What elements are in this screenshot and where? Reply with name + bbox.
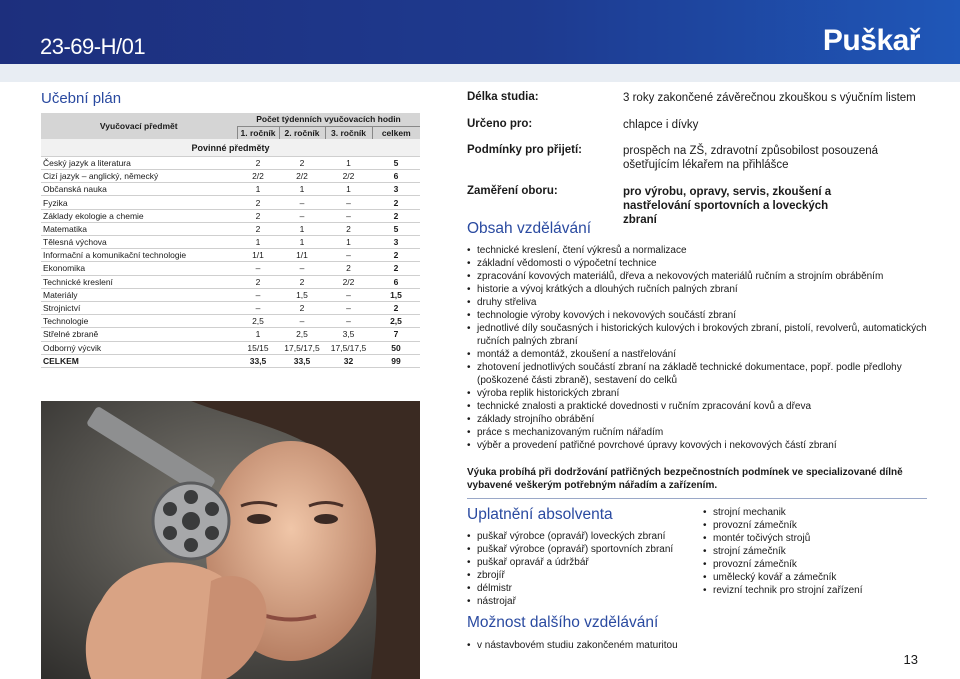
table-row	[41, 156, 420, 169]
subject-cell: Strojnictví	[41, 301, 237, 314]
subject-cell: Tělesná výchova	[41, 236, 237, 249]
total-cell: 2	[372, 209, 420, 222]
year-3-cell: 2	[325, 262, 372, 275]
list-item: • puškař opravář a údržbář	[467, 556, 697, 569]
total-cell: 2	[372, 249, 420, 262]
year-1-cell: 1	[237, 328, 279, 341]
year-1-header: 1. ročník	[237, 126, 279, 139]
list-item: • výroba replik historických zbraní	[467, 387, 927, 400]
for-label: Určeno pro:	[467, 118, 533, 130]
year-2-cell: 2/2	[279, 170, 325, 183]
total-cell: 2,5	[372, 315, 420, 328]
graduates-list-1	[467, 530, 697, 608]
list-item: • práce s mechanizovaným ručním nářadím	[467, 426, 927, 439]
study-plan-table	[41, 113, 420, 368]
list-item: • umělecký kovář a zámečník	[703, 571, 933, 584]
list-item: • nástrojař	[467, 595, 697, 608]
table-row	[41, 328, 420, 341]
total-sum: 99	[372, 354, 420, 367]
year-2-cell: 2	[279, 301, 325, 314]
list-item: • druhy střeliva	[467, 296, 927, 309]
year-3-cell: 3,5	[325, 328, 372, 341]
list-item: • montáž a demontáž, zkoušení a nastřelování	[467, 348, 927, 361]
total-cell: 5	[372, 222, 420, 235]
year-1-cell: 2,5	[237, 315, 279, 328]
year-3-header: 3. ročník	[325, 126, 372, 139]
table-row	[41, 249, 420, 262]
year-3-cell: –	[325, 196, 372, 209]
focus-label: Zaměření oboru:	[467, 185, 558, 197]
total-y1: 33,5	[237, 354, 279, 367]
table-total-row	[41, 354, 420, 367]
year-1-cell: 2	[237, 209, 279, 222]
year-3-cell: –	[325, 249, 372, 262]
total-cell: 3	[372, 183, 420, 196]
section-row	[41, 139, 420, 156]
table-row	[41, 301, 420, 314]
year-1-cell: 1	[237, 183, 279, 196]
total-cell: 6	[372, 275, 420, 288]
subject-cell: Technologie	[41, 315, 237, 328]
content-title: Obsah vzdělávání	[467, 220, 592, 237]
subject-cell: Ekonomika	[41, 262, 237, 275]
total-cell: 5	[372, 156, 420, 169]
total-cell: 2	[372, 301, 420, 314]
table-row	[41, 183, 420, 196]
subject-cell: Matematika	[41, 222, 237, 235]
table-row	[41, 222, 420, 235]
header-band	[0, 64, 960, 82]
subject-cell: Základy ekologie a chemie	[41, 209, 237, 222]
page-number: 13	[903, 652, 918, 667]
year-1-cell: 2/2	[237, 170, 279, 183]
subject-cell: Český jazyk a literatura	[41, 156, 237, 169]
length-label: Délka studia:	[467, 91, 539, 103]
total-y2: 33,5	[279, 354, 325, 367]
table-row	[41, 262, 420, 275]
focus-value: pro výrobu, opravy, servis, zkoušení a nastřelování sportovních a loveckých zbraní	[623, 186, 832, 226]
year-3-cell: 17,5/17,5	[325, 341, 372, 354]
year-1-cell: 2	[237, 275, 279, 288]
list-item: • v nástavbovém studiu zakončeném maturitou	[467, 639, 767, 652]
year-1-cell: –	[237, 262, 279, 275]
year-3-cell: 1	[325, 183, 372, 196]
year-3-cell: –	[325, 288, 372, 301]
field-code: 23-69-H/01	[40, 34, 146, 59]
list-item: • strojní zámečník	[703, 545, 933, 558]
year-1-cell: 1	[237, 236, 279, 249]
divider	[467, 498, 927, 499]
year-2-cell: 1/1	[279, 249, 325, 262]
subject-cell: Informační a komunikační technologie	[41, 249, 237, 262]
total-label: CELKEM	[41, 354, 237, 367]
year-1-cell: 15/15	[237, 341, 279, 354]
list-item: • základy strojního obrábění	[467, 413, 927, 426]
subject-cell: Fyzika	[41, 196, 237, 209]
year-3-cell: 2/2	[325, 275, 372, 288]
total-cell: 1,5	[372, 288, 420, 301]
list-item: • zpracování kovových materiálů, dřeva a nekovových materiálů ručním a strojním obráběním	[467, 270, 927, 283]
year-1-cell: –	[237, 301, 279, 314]
subject-cell: Střelné zbraně	[41, 328, 237, 341]
total-cell: 2	[372, 196, 420, 209]
year-3-cell: –	[325, 301, 372, 314]
list-item: • technické kreslení, čtení výkresů a normalizace	[467, 244, 927, 257]
subject-cell: Odborný výcvik	[41, 341, 237, 354]
list-item: • strojní mechanik	[703, 506, 933, 519]
year-2-cell: 1	[279, 183, 325, 196]
table-row	[41, 341, 420, 354]
subject-cell: Materiály	[41, 288, 237, 301]
list-item: • jednotlivé díly současných i historických kulových i brokových zbraní, pistolí, revolverů, automatických ručních palných zbraní	[467, 322, 927, 348]
table-row	[41, 315, 420, 328]
col-subject-header: Vyučovací předmět	[41, 113, 237, 139]
year-2-cell: 1	[279, 222, 325, 235]
further-title: Možnost dalšího vzdělávání	[467, 614, 659, 631]
total-cell: 3	[372, 236, 420, 249]
year-3-cell: 1	[325, 236, 372, 249]
subject-cell: Technické kreslení	[41, 275, 237, 288]
year-3-cell: 1	[325, 156, 372, 169]
list-item: • technologie výroby kovových i nekovových součástí zbraní	[467, 309, 927, 322]
conditions-value: prospěch na ZŠ, zdravotní způsobilost posouzená ošetřujícím lékařem na přihlášce	[623, 145, 879, 171]
year-3-cell: –	[325, 315, 372, 328]
graduates-list-2	[703, 506, 933, 597]
for-value: chlapce i dívky	[623, 119, 699, 131]
year-2-cell: –	[279, 209, 325, 222]
total-header: celkem	[372, 126, 420, 139]
list-item: • zbrojíř	[467, 569, 697, 582]
subject-cell: Cizí jazyk – anglický, německý	[41, 170, 237, 183]
year-2-cell: 1,5	[279, 288, 325, 301]
content-note: Výuka probíhá při dodržování patřičných bezpečnostních podmínek ve specializované dílně vybavené veškerým potřebným nářadím a zařízením.	[467, 467, 903, 491]
section-label: Povinné předměty	[41, 139, 420, 156]
list-item: • zhotovení jednotlivých součástí zbraní na základě technické dokumentace, popř. podle předlohy (poškozené části zbraně), sestavení do celků	[467, 361, 927, 387]
page-header	[0, 0, 960, 64]
list-item: • puškař výrobce (opravář) loveckých zbraní	[467, 530, 697, 543]
study-plan-title: Učební plán	[41, 90, 122, 107]
table-row	[41, 196, 420, 209]
year-2-cell: –	[279, 196, 325, 209]
year-1-cell: 2	[237, 222, 279, 235]
year-2-cell: 2,5	[279, 328, 325, 341]
table-row	[41, 209, 420, 222]
year-3-cell: 2/2	[325, 170, 372, 183]
list-item: • puškař výrobce (opravář) sportovních zbraní	[467, 543, 697, 556]
list-item: • technické znalosti a praktické dovednosti v ručním zpracování kovů a dřeva	[467, 400, 927, 413]
year-3-cell: 2	[325, 222, 372, 235]
year-1-cell: –	[237, 288, 279, 301]
list-item: • provozní zámečník	[703, 558, 933, 571]
total-cell: 6	[372, 170, 420, 183]
col-hours-header: Počet týdenních vyučovacích hodin	[237, 113, 420, 126]
conditions-label: Podmínky pro přijetí:	[467, 144, 583, 156]
table-row	[41, 288, 420, 301]
year-2-cell: –	[279, 315, 325, 328]
list-item: • délmistr	[467, 582, 697, 595]
length-value: 3 roky zakončené závěrečnou zkouškou s výučním listem	[623, 92, 916, 104]
list-item: • montér točivých strojů	[703, 532, 933, 545]
list-item: • revizní technik pro strojní zařízení	[703, 584, 933, 597]
table-row	[41, 236, 420, 249]
further-list	[467, 639, 767, 652]
list-item: • provozní zámečník	[703, 519, 933, 532]
year-2-cell: 17,5/17,5	[279, 341, 325, 354]
subject-cell: Občanská nauka	[41, 183, 237, 196]
graduates-title: Uplatnění absolventa	[467, 506, 613, 523]
list-item: • základní vědomosti o výpočetní technice	[467, 257, 927, 270]
total-y3: 32	[325, 354, 372, 367]
year-2-cell: 2	[279, 275, 325, 288]
year-1-cell: 2	[237, 156, 279, 169]
year-3-cell: –	[325, 209, 372, 222]
year-2-cell: –	[279, 262, 325, 275]
total-cell: 50	[372, 341, 420, 354]
year-1-cell: 2	[237, 196, 279, 209]
list-item: • výběr a provedení patřičné povrchové úpravy kovových i nekovových částí zbraní	[467, 439, 927, 452]
gunsmith-photo	[41, 401, 420, 679]
field-title: Puškař	[822, 24, 920, 57]
year-2-cell: 2	[279, 156, 325, 169]
table-row	[41, 275, 420, 288]
year-2-cell: 1	[279, 236, 325, 249]
year-2-header: 2. ročník	[279, 126, 325, 139]
table-header-row	[41, 113, 420, 126]
total-cell: 7	[372, 328, 420, 341]
year-1-cell: 1/1	[237, 249, 279, 262]
total-cell: 2	[372, 262, 420, 275]
photo-illustration	[41, 401, 420, 679]
table-row	[41, 170, 420, 183]
list-item: • historie a vývoj krátkých a dlouhých ručních palných zbraní	[467, 283, 927, 296]
content-list	[467, 244, 927, 452]
